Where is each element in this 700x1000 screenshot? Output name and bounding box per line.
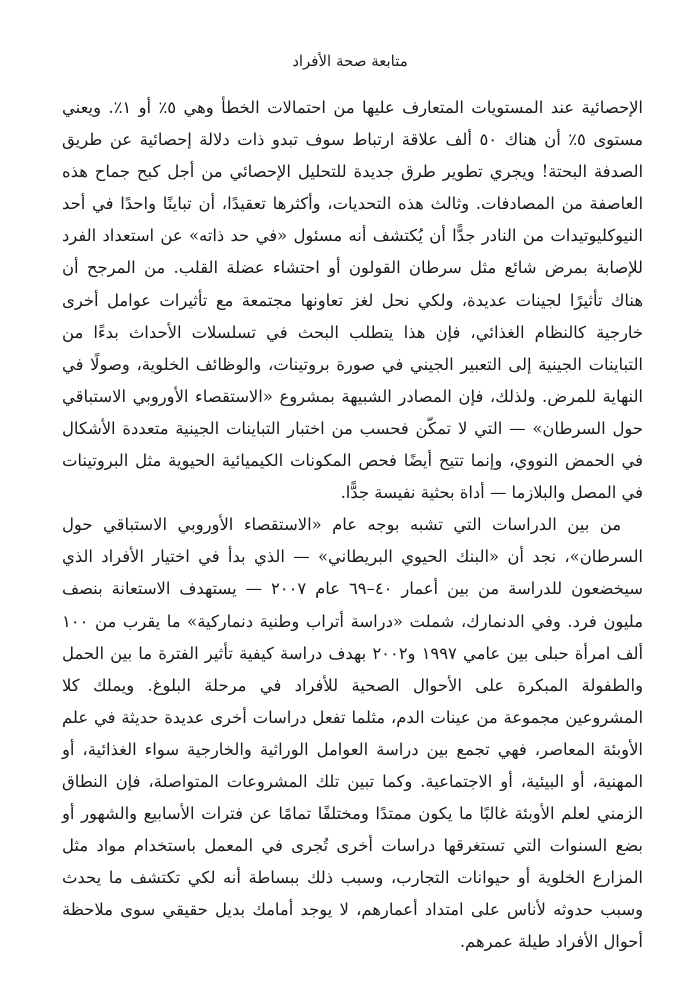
body-text — [62, 92, 643, 959]
paragraph-1: الإحصائية عند المستويات المتعارف عليها من احتمالات الخطأ وهي ٥٪ أو ١٪. ويعني مستوى ٥٪ أن هناك ٥٠ ألف علاقة ارتباط سوف تبدو ذات دلالة إحصائية عن طريق الصدفة البحتة! ويجري تطوير طرق جديدة للتحليل الإحصائي من أجل كبح جماح هذه العاصفة من المصادفات. وثالث هذه التحديات، وأكثرها تعقيدًا، أن تباينًا واحدًا في أحد النيوكليوتيدات من النادر جدًّا أن يُكتشف أنه مسئول «في حد ذاته» عن استعداد الفرد للإصابة بمرض شائع مثل سرطان القولون أو احتشاء عضلة القلب. من المرجح أن هناك تأثيرًا لجينات عديدة، ولكي نحل لغز تعاونها مجتمعة مع تأثيرات عوامل أخرى خارجية كالنظام الغذائي، فإن هذا يتطلب البحث في تسلسلات الأحداث بدءًا من التباينات الجينية إلى التعبير الجيني في صورة بروتينات، والوظائف الخلوية، وصولًا في النهاية للمرض. ولذلك، فإن المصادر الشبيهة بمشروع «الاستقصاء الأوروبي الاستباقي حول السرطان» — التي لا تمكّن فحسب من اختبار التباينات الجينية متعددة الأشكال في الحمض النووي، وإنما تتيح أيضًا فحص المكونات الكيميائية الحيوية مثل البروتينات في المصل والبلازما — أداة بحثية نفيسة جدًّا. — [62, 98, 643, 503]
paragraph-2: من بين الدراسات التي تشبه بوجه عام «الاستقصاء الأوروبي الاستباقي حول السرطان»، نجد أن «البنك الحيوي البريطاني» — الذي بدأ في اختيار الأفراد الذي سيخضعون للدراسة من بين أعمار ٤٠–٦٩ عام ٢٠٠٧ — يستهدف الاستعانة بنصف مليون فرد. وفي الدنمارك، شملت «دراسة أتراب وطنية دنماركية» ما يقرب من ١٠٠ ألف امرأة حبلى بين عامي ١٩٩٧ و٢٠٠٢ بهدف دراسة كيفية تأثير الفترة ما بين الحمل والطفولة المبكرة على الأحوال الصحية للأفراد في مرحلة البلوغ. ويملك كلا المشروعين مجموعة من عينات الدم، مثلما تفعل دراسات أخرى عديدة حديثة في علم الأوبئة المعاصر، فهي تجمع بين دراسة العوامل الوراثية والخارجية سواء الغذائية، أو المهنية، أو البيئية، أو الاجتماعية. وكما تبين تلك المشروعات المتواصلة، فإن النطاق الزمني لعلم الأوبئة غالبًا ما يكون ممتدًا ومختلفًا تمامًا عن فترات الأسابيع والشهور أو بضع السنوات التي تستغرقها دراسات أخرى تُجرى في المعمل باستخدام مواد مثل المزارع الخلوية أو حيوانات التجارب، وسبب ذلك ببساطة أنه لكي تكتشف ما يحدث وسبب حدوثه لأناس على امتداد أعمارهم، لا يوجد أمامك بديل حقيقي سوى ملاحظة أحوال الأفراد طيلة عمرهم. — [62, 515, 643, 952]
running-header-title: متابعة صحة الأفراد — [292, 52, 408, 70]
